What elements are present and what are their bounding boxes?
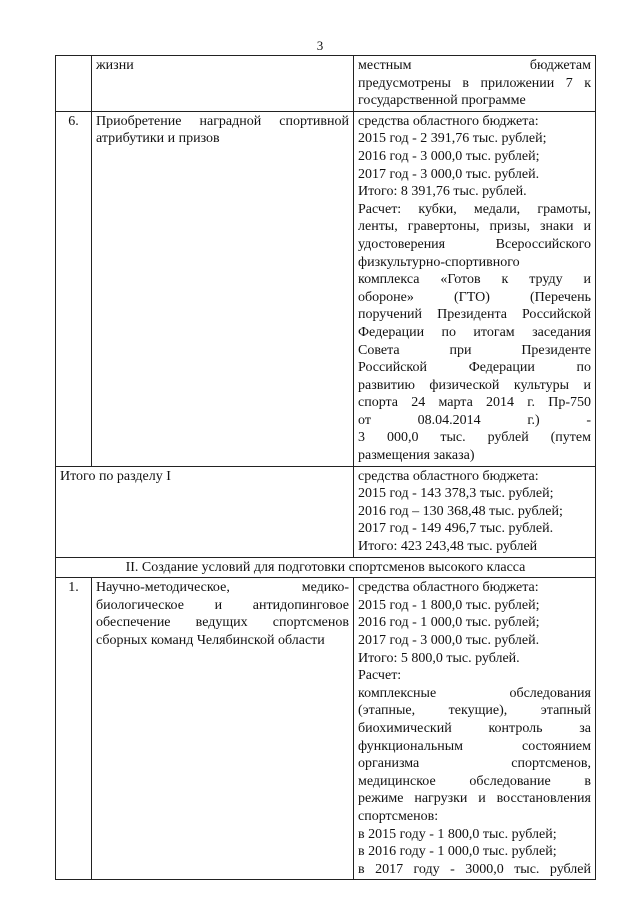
funding-line: спортсменов:	[358, 808, 439, 824]
page-number: 3	[316, 38, 324, 53]
funding-line: 2017 год - 3 000,0 тыс. рублей.	[358, 633, 540, 648]
funding-line: в 2016 году - 1 000,0 тыс. рублей;	[358, 844, 557, 860]
funding-line: средства областного бюджета:	[358, 113, 539, 129]
funding-line: размещения заказа)	[358, 448, 475, 464]
row-number	[56, 56, 92, 112]
funding-line: (этапные, текущие), этапный	[358, 703, 591, 719]
funding-line: 2015 год - 2 391,76 тыс. рублей;	[358, 131, 547, 147]
funding-line: Расчет: кубки, медали, грамоты,	[358, 201, 591, 217]
section-header-row	[56, 557, 596, 578]
funding-line: 2016 год - 3 000,0 тыс. рублей;	[358, 148, 540, 164]
funding-cell	[354, 466, 596, 557]
row-number: 6.	[56, 111, 92, 466]
row-number: 1.	[56, 578, 92, 880]
funding-line: 2017 год - 3 000,0 тыс. рублей.	[358, 166, 540, 182]
funding-line: комплекса «Готов к труду и	[358, 272, 591, 288]
measure-name	[92, 578, 354, 880]
funding-line: 3 000,0 тыс. рублей (путем	[358, 430, 591, 446]
funding-line: Российской Федерации по	[358, 360, 591, 376]
funding-line: средства областного бюджета:	[358, 468, 539, 484]
funding-line: режиме нагрузки и восстановления	[358, 791, 591, 807]
funding-line: средства областного бюджета:	[358, 580, 539, 596]
funding-line: удостоверения Всероссийского	[358, 236, 591, 252]
funding-line: государственной программе	[358, 93, 526, 109]
funding-cell	[354, 56, 596, 112]
funding-line: в 2015 году - 1 800,0 тыс. рублей;	[358, 826, 557, 842]
section-total-label: Итого по разделу I	[56, 466, 354, 557]
measure-name-line: обеспечение ведущих спортсменов	[96, 615, 349, 631]
funding-cell	[354, 578, 596, 880]
funding-line: в 2017 году - 3000,0 тыс. рублей	[358, 861, 591, 877]
funding-line: развитию физической культуры и	[358, 377, 591, 393]
funding-line: функциональным состоянием	[358, 738, 591, 754]
funding-line: 2015 год - 1 800,0 тыс. рублей;	[358, 597, 540, 613]
funding-line: ленты, гравертоны, призы, знаки и	[358, 219, 591, 235]
measure-name	[92, 56, 354, 112]
measure-name-line: биологическое и антидопинговое	[96, 597, 349, 613]
measure-name-line: жизни	[96, 58, 134, 73]
table-row	[56, 578, 596, 880]
funding-line: Расчет:	[358, 668, 402, 684]
funding-cell	[354, 111, 596, 466]
funding-line: организма спортсменов,	[358, 756, 591, 772]
funding-line: 2016 год - 1 000,0 тыс. рублей;	[358, 615, 540, 631]
funding-line: 2016 год – 130 368,48 тыс. рублей;	[358, 503, 563, 519]
funding-line: предусмотрены в приложении 7 к	[358, 75, 591, 91]
funding-line: комплексные обследования	[358, 685, 591, 701]
funding-line: местным бюджетам	[358, 58, 591, 73]
section-total-row	[56, 466, 596, 557]
program-table	[55, 55, 596, 880]
section-header: II. Создание условий для подготовки спортсменов высокого класса	[56, 557, 596, 578]
measure-name	[92, 111, 354, 466]
measure-name-line: сборных команд Челябинской области	[96, 633, 325, 648]
funding-line: биохимический контроль за	[358, 720, 591, 736]
funding-line: от 08.04.2014 г.) -	[358, 412, 591, 428]
funding-line: Федерации по итогам заседания	[358, 324, 591, 340]
measure-name-line: атрибутики и призов	[96, 131, 220, 147]
funding-line: Итого: 8 391,76 тыс. рублей.	[358, 184, 527, 200]
table-row	[56, 111, 596, 466]
funding-line: поручений Президента Российской	[358, 307, 591, 323]
funding-line: физкультурно-спортивного	[358, 254, 520, 270]
funding-line: обороне» (ГТО) (Перечень	[358, 289, 591, 305]
funding-line: медицинское обследование в	[358, 773, 591, 789]
measure-name-line: Приобретение наградной спортивной	[96, 113, 349, 129]
funding-line: Итого: 423 243,48 тыс. рублей	[358, 539, 538, 555]
funding-line: спорта 24 марта 2014 г. Пр-750	[358, 395, 591, 411]
funding-line: 2017 год - 149 496,7 тыс. рублей.	[358, 521, 554, 537]
table-row	[56, 56, 596, 112]
funding-line: Совета при Президенте	[358, 342, 591, 358]
funding-line: 2015 год - 143 378,3 тыс. рублей;	[358, 486, 554, 502]
measure-name-line: Научно-методическое, медико-	[96, 580, 349, 596]
funding-line: Итого: 5 800,0 тыс. рублей.	[358, 650, 520, 666]
